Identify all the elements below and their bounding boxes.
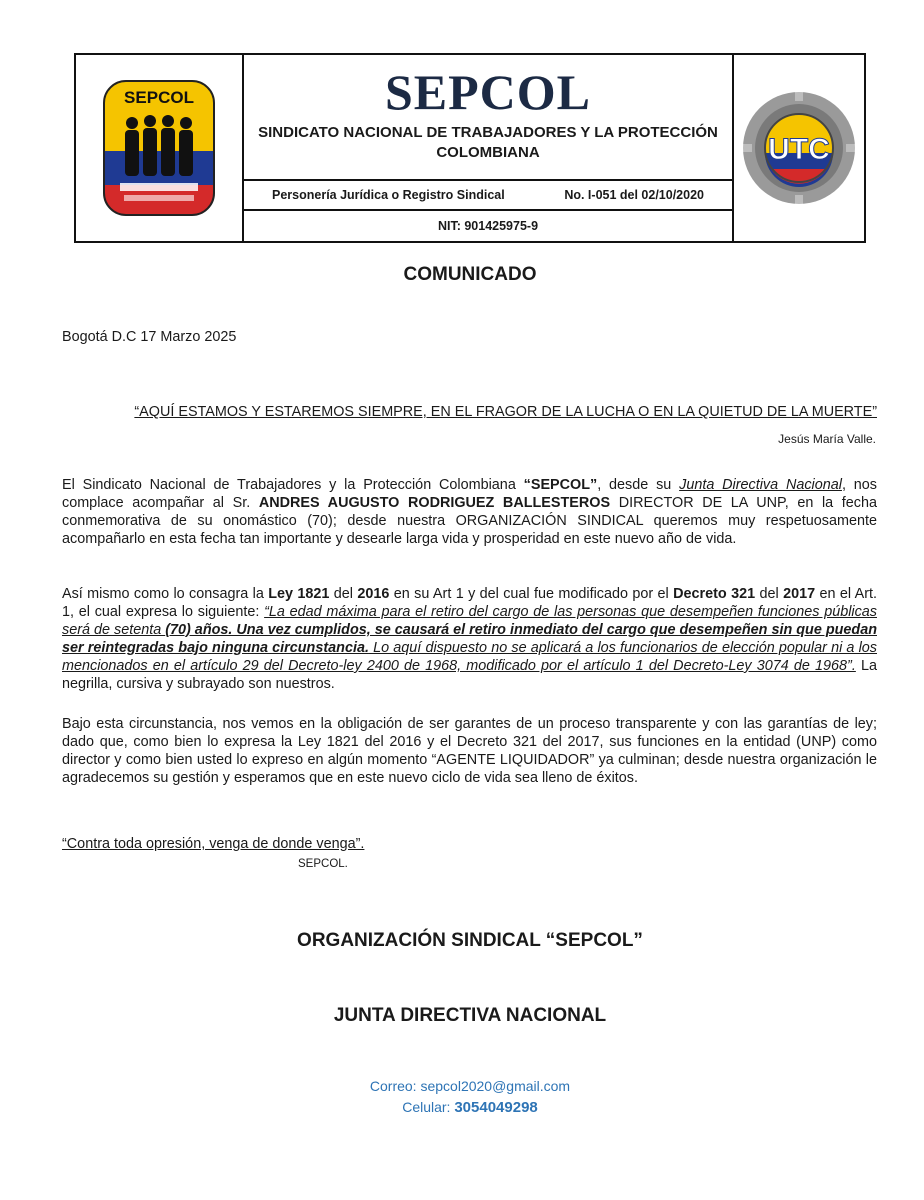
- nit-row: [244, 211, 732, 241]
- registry-label: Personería Jurídica o Registro Sindical: [272, 188, 505, 202]
- contact-email-line: [0, 1078, 924, 1094]
- svg-text:UTC: UTC: [768, 133, 830, 166]
- p2-text: La negrilla, cursiva y subrayado son nuestros.: [62, 658, 877, 692]
- p2-text: del: [329, 586, 358, 602]
- p2-text: en el Art. 1, el cual expresa lo siguiente:: [62, 586, 878, 620]
- svg-text:SEPCOL: SEPCOL: [124, 88, 194, 107]
- paragraph-1: [62, 476, 877, 548]
- letterhead: [74, 53, 866, 243]
- paragraph-2: [62, 585, 877, 693]
- org-full-name: [244, 123, 732, 163]
- p2-text: Así mismo como lo consagra la: [62, 586, 269, 602]
- p2-text: en su Art 1 y del cual fue modificado por el: [389, 586, 674, 602]
- document-date: Bogotá D.C 17 Marzo 2025: [62, 329, 237, 345]
- opening-quote: “AQUÍ ESTAMOS Y ESTAREMOS SIEMPRE, EN EL FRAGOR DE LA LUCHA O EN LA QUIETUD DE LA MUERTE”: [134, 404, 877, 420]
- nit: NIT: 901425975-9: [437, 219, 539, 233]
- p2-ley: Ley 1821: [268, 586, 330, 602]
- p1-text: El Sindicato Nacional de Trabajadores y la Protección Colombiana: [62, 477, 524, 493]
- p1-text: DIRECTOR DE LA UNP, en la fecha conmemorativa de su onomástico (70); desde nuestra ORGANIZACIÓN SINDICAL queremos muy respetuosamente acompañarlo en esta fecha tan importante y desearle larga vida y prosperidad en este nuevo año de vida.: [62, 495, 877, 547]
- paragraph-3: Bajo esta circunstancia, nos vemos en la obligación de ser garantes de un proceso transparente y con las garantías de ley; dado que, como bien lo expresa la Ley 1821 del 2016 y el Decreto 321 del 2017, sus funciones en la entidad (UNP) como director y como bien usted lo expreso en algún momento “AGENTE LIQUIDADOR” ya culminan; desde nuestra organización le agradecemos su gestión y esperamos que en este nuevo ciclo de vida sea lleno de éxitos.: [62, 716, 877, 786]
- utc-logo: [738, 81, 860, 215]
- p2-citation: “La edad máxima para el retiro del cargo de las personas que desempeñen funciones públicas será de setenta: [62, 604, 877, 638]
- sepcol-logo: [102, 79, 216, 217]
- p2-citation-bold: (70) años. Una vez cumplidos, se causará el retiro inmediato del cargo que desempeñen sin que puedan ser reintegradas bajo ninguna circunstancia.: [62, 622, 877, 656]
- left-logo-cell: [76, 55, 244, 241]
- p2-decreto: Decreto 321: [673, 586, 756, 602]
- phone-number: 3054049298: [454, 1099, 538, 1116]
- closing-motto: “Contra toda opresión, venga de donde venga”.: [62, 836, 365, 852]
- email-link[interactable]: sepcol2020@gmail.com: [420, 1078, 571, 1094]
- email-label: Correo:: [369, 1078, 421, 1094]
- motto-signature: SEPCOL.: [298, 858, 348, 870]
- org-name: SEPCOL: [384, 64, 592, 120]
- letterhead-title-block: [244, 55, 732, 181]
- p1-sepcol: “SEPCOL”: [523, 477, 598, 493]
- right-logo-cell: [732, 55, 864, 241]
- registry-number: No. I-051 del 02/10/2020: [564, 188, 704, 202]
- p2-citation: Lo aquí dispuesto no se aplicará a los funcionarios de elección popular ni a los mencionados en el artículo 29 del Decreto-ley 2400 de 1968, modificado por el artículo 1 del Decreto-Ley 3074 de 1968”.: [62, 640, 877, 674]
- signature-board: JUNTA DIRECTIVA NACIONAL: [333, 1005, 607, 1026]
- p2-text: del: [755, 586, 784, 602]
- p2-year: 2016: [357, 586, 390, 602]
- p1-director-name: ANDRES AUGUSTO RODRIGUEZ BALLESTEROS: [258, 495, 611, 511]
- org-full-name-line2: COLOMBIANA: [436, 144, 540, 161]
- registry-row: [244, 181, 732, 211]
- letterhead-center: [244, 55, 732, 241]
- quote-author: Jesús María Valle.: [778, 432, 876, 446]
- p2-year: 2017: [783, 586, 816, 602]
- org-full-name-line1: SINDICATO NACIONAL DE TRABAJADORES Y LA PROTECCIÓN: [258, 124, 718, 141]
- p1-text: , nos complace acompañar al Sr.: [62, 477, 877, 511]
- document-title: COMUNICADO: [403, 264, 537, 285]
- phone-label: Celular:: [402, 1099, 455, 1115]
- p1-junta: Junta Directiva Nacional: [679, 477, 842, 493]
- p1-text: , desde su: [597, 477, 680, 493]
- signature-organization: ORGANIZACIÓN SINDICAL “SEPCOL”: [297, 930, 643, 951]
- contact-phone-line: [0, 1099, 924, 1116]
